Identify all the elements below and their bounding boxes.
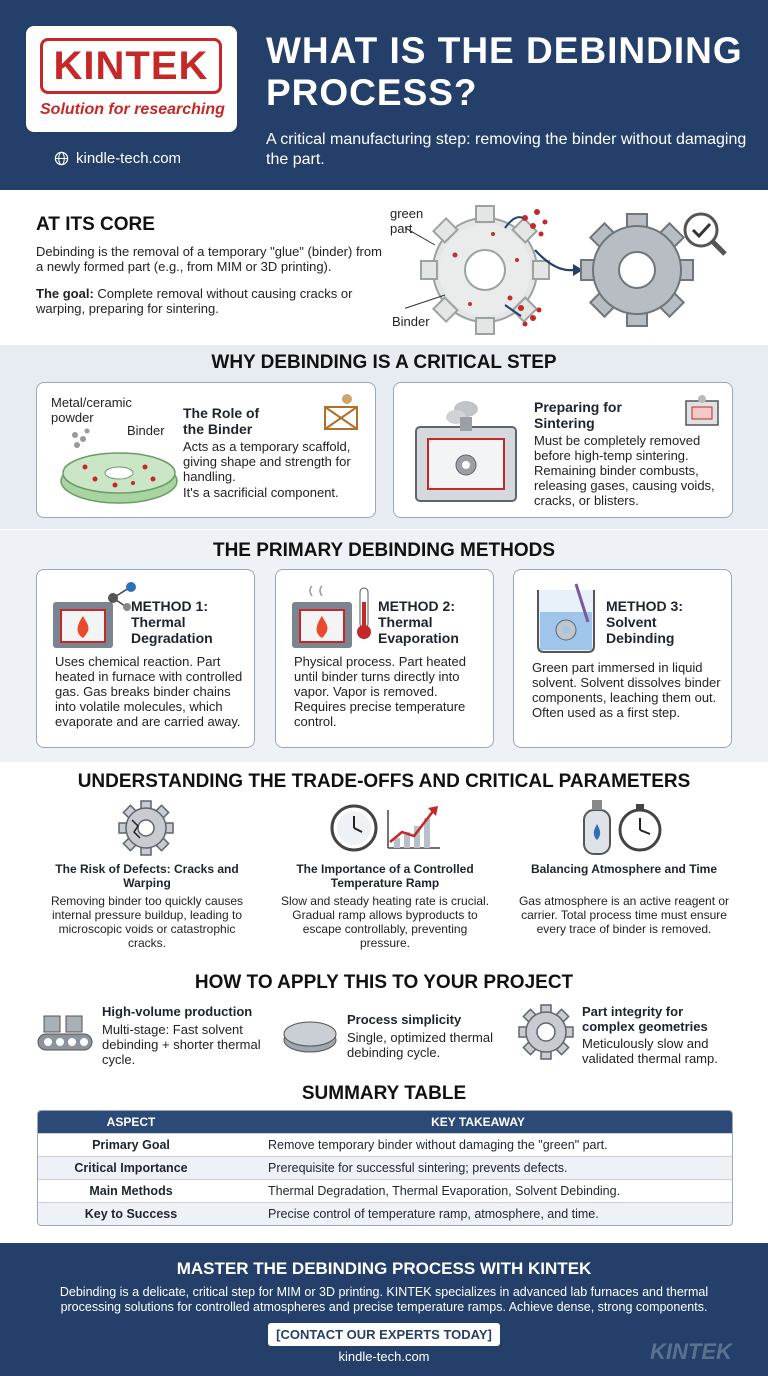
powder-binder-gear-icon	[55, 423, 183, 509]
apply-1-title: High-volume production	[102, 1004, 253, 1019]
clean-gear-icon	[581, 214, 693, 326]
website-text: kindle-tech.com	[76, 150, 182, 167]
table-row	[38, 1133, 732, 1156]
label-card-binder: Binder	[127, 423, 165, 438]
takeaway-cell: Remove temporary binder without damaging the "green" part.	[224, 1133, 732, 1156]
footer-watermark: KINTEK	[650, 1339, 732, 1364]
apply-2-title: Process simplicity	[347, 1012, 462, 1027]
prep-sintering-body: Must be completely removed before high-temp sintering. Remaining binder combusts, releasing gases, causing voids, cracks, or blisters.	[534, 433, 715, 508]
core-text: Debinding is the removal of a temporary "glue" (binder) from a newly formed part (e.g., from MIM or 3D printing).	[36, 244, 382, 274]
method-3-title: METHOD 3: Solvent Debinding	[606, 598, 683, 646]
disc-part-icon	[282, 1014, 338, 1054]
footer-heading: MASTER THE DEBINDING PROCESS WITH KINTEK	[176, 1259, 592, 1278]
tradeoff-2-body: Slow and steady heating rate is crucial. Gradual ramp allows byproducts to escape controllably, preventing pressure.	[280, 894, 490, 950]
method-2-body: Physical process. Part heated until binder turns directly into vapor. Vapor is removed. Requires precise temperature control.	[294, 654, 466, 729]
logo[interactable]	[26, 26, 237, 132]
method-2-title: METHOD 2: Thermal Evaporation	[378, 598, 459, 646]
contact-experts-button[interactable]: [CONTACT OUR EXPERTS TODAY]	[268, 1323, 500, 1346]
col-takeaway: KEY TAKEAWAY	[224, 1111, 732, 1133]
apply-3-body: Meticulously slow and validated thermal ramp.	[582, 1036, 718, 1066]
col-aspect: ASPECT	[38, 1111, 224, 1133]
method-3-body: Green part immersed in liquid solvent. Solvent dissolves binder components, leaching them out. Often used as a first step.	[532, 660, 721, 720]
furnace-thermometer-icon	[290, 584, 380, 650]
summary-heading: SUMMARY TABLE	[301, 1083, 467, 1104]
apply-2-body: Single, optimized thermal debinding cycle.	[347, 1030, 493, 1060]
tradeoff-3-body: Gas atmosphere is an active reagent or carrier. Total process time must ensure every trace of binder is removed.	[518, 894, 730, 936]
why-heading: WHY DEBINDING IS A CRITICAL STEP	[211, 352, 557, 373]
furnace-icon	[412, 399, 522, 507]
method-1-title: METHOD 1: Thermal Degradation	[131, 598, 213, 646]
role-binder-body2: It's a sacrificial component.	[183, 485, 339, 500]
logo-text: KINTEK	[40, 38, 222, 94]
methods-heading: THE PRIMARY DEBINDING METHODS	[212, 540, 556, 561]
tradeoff-2-title: The Importance of a Controlled Temperature Ramp	[296, 862, 474, 890]
aspect-cell: Main Methods	[38, 1179, 224, 1202]
cracked-gear-icon	[118, 800, 174, 856]
takeaway-cell: Precise control of temperature ramp, atmosphere, and time.	[224, 1202, 732, 1225]
clock-chart-icon	[328, 802, 444, 854]
table-row	[38, 1179, 732, 1202]
logo-tagline: Solution for researching	[40, 101, 225, 118]
table-row	[38, 1202, 732, 1225]
core-heading: AT ITS CORE	[36, 214, 155, 235]
scaffold-icon	[321, 393, 361, 433]
aspect-cell: Primary Goal	[38, 1133, 224, 1156]
method-1-card	[36, 569, 255, 748]
page-title: WHAT IS THE DEBINDING PROCESS?	[266, 30, 743, 113]
summary-table	[37, 1110, 733, 1226]
apply-1-body: Multi-stage: Fast solvent debinding + shorter thermal cycle.	[102, 1022, 261, 1067]
core-goal	[36, 286, 366, 316]
card-role-of-binder	[36, 382, 376, 518]
tradeoffs-heading: UNDERSTANDING THE TRADE-OFFS AND CRITICAL PARAMETERS	[77, 771, 691, 792]
takeaway-cell: Thermal Degradation, Thermal Evaporation, Solvent Debinding.	[224, 1179, 732, 1202]
prep-sintering-title: Preparing for Sintering	[534, 399, 622, 431]
apply-heading: HOW TO APPLY THIS TO YOUR PROJECT	[194, 972, 574, 993]
role-binder-title: The Role of the Binder	[183, 405, 260, 437]
tradeoff-1-body: Removing binder too quickly causes internal pressure buildup, leading to microscopic voids or catastrophic cracks.	[50, 894, 244, 950]
apply-3-title: Part integrity for complex geometries	[582, 1004, 708, 1034]
small-furnace-icon	[684, 393, 722, 431]
globe-icon	[54, 151, 69, 166]
aspect-cell: Key to Success	[38, 1202, 224, 1225]
core-illustration	[405, 200, 735, 340]
footer	[0, 1243, 768, 1376]
table-row	[38, 1156, 732, 1179]
beaker-solvent-icon	[532, 582, 602, 654]
goal-text: Complete removal without causing cracks or warping, preparing for sintering.	[36, 286, 353, 316]
tradeoff-1-title: The Risk of Defects: Cracks and Warping	[55, 862, 239, 890]
goal-label: The goal:	[36, 286, 94, 301]
role-binder-body: Acts as a temporary scaffold, giving shape and strength for handling.	[183, 439, 351, 484]
green-part-gear-icon	[421, 206, 549, 334]
website-link[interactable]	[54, 150, 181, 167]
label-binder: Binder	[392, 314, 430, 329]
conveyor-boxes-icon	[36, 1012, 94, 1054]
tradeoff-3-title: Balancing Atmosphere and Time	[530, 862, 718, 876]
label-green-part: green part	[390, 206, 424, 236]
furnace-flame-molecule-icon	[51, 580, 141, 650]
page-subtitle: A critical manufacturing step: removing the binder without damaging the part.	[266, 131, 747, 168]
magnifier-check-icon	[685, 214, 725, 254]
card-preparing-sintering	[393, 382, 733, 518]
method-3-card	[513, 569, 732, 748]
label-powder: Metal/ceramic powder	[51, 395, 132, 425]
gas-cylinder-stopwatch-icon	[578, 796, 668, 856]
complex-gear-icon	[518, 1004, 574, 1060]
footer-website-link[interactable]: kindle-tech.com	[338, 1349, 430, 1364]
footer-body: Debinding is a delicate, critical step for MIM or 3D printing. KINTEK specializes in advanced lab furnaces and thermal processing solutions for controlled atmospheres and precise temperature ramps. Achieve dense, strong components.	[59, 1285, 709, 1314]
method-2-card	[275, 569, 494, 748]
aspect-cell: Critical Importance	[38, 1156, 224, 1179]
takeaway-cell: Prerequisite for successful sintering; prevents defects.	[224, 1156, 732, 1179]
method-1-body: Uses chemical reaction. Part heated in furnace with controlled gas. Gas breaks binder chains into volatile molecules, which evaporate and are carried away.	[55, 654, 243, 729]
